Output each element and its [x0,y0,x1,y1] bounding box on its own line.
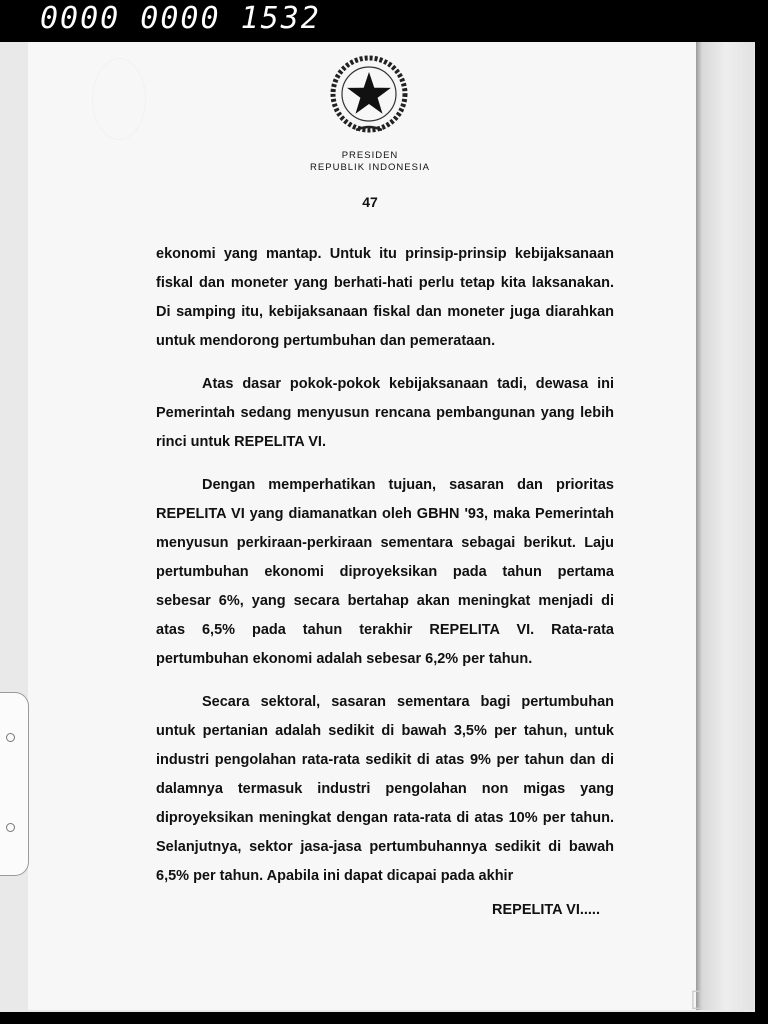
continuation-catchword: REPELITA VI..... [492,902,600,918]
paragraph: ekonomi yang mantap. Untuk itu prinsip-prinsip kebijaksanaan fiskal dan moneter yang berhati-hati perlu tetap kita laksanakan. Di samping itu, kebijaksanaan fiskal dan moneter juga diarahkan untuk mendorong pertumbuhan dan pemerataan. [156,246,614,349]
letterhead-title: PRESIDEN [341,150,399,161]
film-frame-code: 0000 0000 1532 [40,1,321,36]
page-curl-edge [696,42,754,1010]
body-text [156,240,614,905]
film-strip [0,0,768,42]
paragraph: Atas dasar pokok-pokok kebijaksanaan tadi, dewasa ini Pemerintah sedang menyusun rencana pembangunan yang lebih rinci untuk REPELITA VI. [156,376,614,450]
faint-emblem-shadow-icon [92,58,146,140]
paragraph: Secara sektoral, sasaran sementara bagi pertumbuhan untuk pertanian adalah sedikit di bawah 3,5% per tahun, untuk industri pengolahan rata-rata sedikit di atas 9% per tahun dan di dalamnya termasuk industri pengolahan non migas yang diproyeksikan meningkat dengan rata-rata di atas 10% per tahun. Selanjutnya, sektor jasa-jasa pertumbuhannya sedikit di bawah 6,5% per tahun. Apabila ini dapat dicapai pada akhir [156,694,614,884]
page-number: 47 [362,194,378,210]
letterhead [260,150,480,174]
corner-mark: ▯ [690,984,704,1012]
paragraph: Dengan memperhatikan tujuan, sasaran dan prioritas REPELITA VI yang diamanatkan oleh GBHN '93, maka Pemerintah menyusun perkiraan-perkiraan sementara sebagai berikut. Laju pertumbuhan ekonomi diproyeksikan pada tahun pertama sebesar 6%, yang secara bertahap akan meningkat menjadi di atas 6,5% pada tahun terakhir REPELITA VI. Rata-rata pertumbuhan ekonomi adalah sebesar 6,2% per tahun. [156,477,614,667]
binder-hole [6,823,15,832]
binder-hole [6,733,15,742]
presidential-star-wreath-icon [326,54,412,136]
letterhead-subtitle: REPUBLIK INDONESIA [310,162,430,173]
binder-tab [0,692,29,876]
